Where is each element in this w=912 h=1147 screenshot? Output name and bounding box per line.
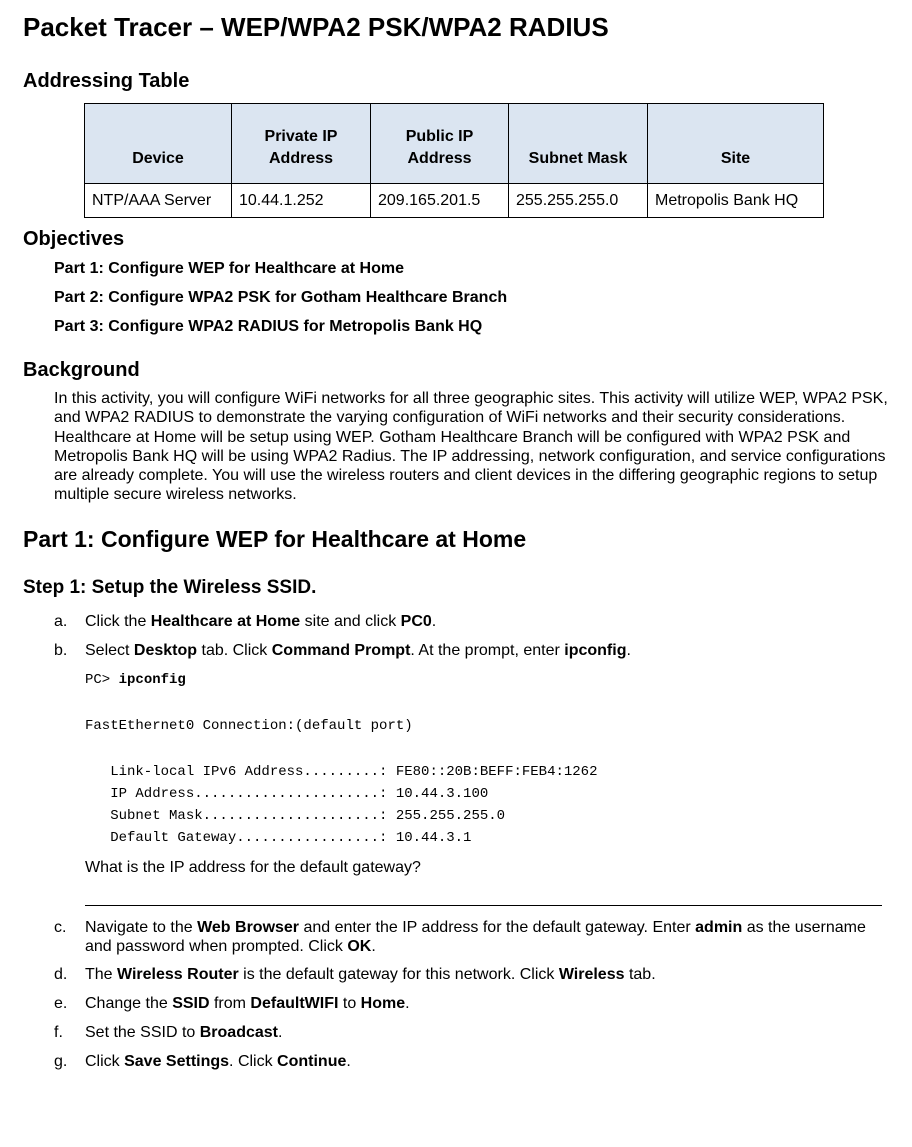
- step-bold: Wireless: [558, 966, 625, 983]
- step-bold: Healthcare at Home: [150, 613, 301, 630]
- step-label: e.: [54, 995, 68, 1012]
- step-label: b.: [54, 642, 68, 659]
- cli-prompt: PC>: [85, 672, 119, 688]
- step-text: as the username and password when prompted. Click: [85, 919, 866, 955]
- step-g: [54, 1053, 351, 1071]
- step-bold: Desktop: [133, 642, 198, 659]
- step-f: [54, 1024, 282, 1042]
- step-bold: PC0: [400, 613, 432, 630]
- cell-subnet-mask: 255.255.255.0: [509, 184, 648, 218]
- objective-item: Part 3: Configure WPA2 RADIUS for Metropolis Bank HQ: [54, 318, 483, 335]
- step-text: .: [346, 1053, 351, 1070]
- cli-command-line: [85, 672, 186, 688]
- cell-public-ip: 209.165.201.5: [371, 184, 509, 218]
- answer-line: [85, 905, 882, 906]
- cli-output-line: IP Address......................: 10.44.3.100: [85, 786, 489, 802]
- step-label: g.: [54, 1053, 68, 1070]
- step-bold: ipconfig: [564, 642, 627, 659]
- header-public-ip: Public IP Address: [371, 104, 509, 184]
- cli-command: ipconfig: [118, 672, 186, 688]
- step-text: The: [85, 966, 118, 983]
- step-c: [54, 918, 892, 956]
- step-text: . At the prompt, enter: [410, 642, 565, 659]
- header-device: Device: [85, 104, 232, 184]
- step-text: tab. Click: [197, 642, 272, 659]
- objective-item: Part 1: Configure WEP for Healthcare at Home: [54, 260, 404, 277]
- step-text: Select: [85, 642, 134, 659]
- step-text: is the default gateway for this network. Click: [238, 966, 559, 983]
- step-text: Click: [85, 1053, 125, 1070]
- table-row: [85, 184, 824, 218]
- part1-heading: Part 1: Configure WEP for Healthcare at Home: [23, 526, 527, 552]
- step1-heading: Step 1: Setup the Wireless SSID.: [23, 577, 317, 598]
- step-bold: Web Browser: [197, 919, 300, 936]
- background-heading: Background: [23, 359, 140, 381]
- step-text: Click the: [85, 613, 151, 630]
- step-bold: Continue: [277, 1053, 347, 1070]
- step-bold: Save Settings: [124, 1053, 230, 1070]
- document-title: Packet Tracer – WEP/WPA2 PSK/WPA2 RADIUS: [23, 12, 609, 42]
- step-a: [54, 613, 436, 631]
- step-e: [54, 995, 410, 1013]
- cell-device: NTP/AAA Server: [85, 184, 232, 218]
- step-text: to: [338, 995, 361, 1012]
- step-bold: OK: [347, 938, 372, 955]
- step-text: Set the SSID to: [85, 1024, 200, 1041]
- step-d: [54, 966, 656, 984]
- step-text: .: [405, 995, 410, 1012]
- cli-connection-line: FastEthernet0 Connection:(default port): [85, 718, 413, 734]
- step-label: f.: [54, 1024, 63, 1041]
- step-text: .: [626, 642, 631, 659]
- step-bold: Command Prompt: [271, 642, 411, 659]
- cell-private-ip: 10.44.1.252: [232, 184, 371, 218]
- step-label: d.: [54, 966, 68, 983]
- step-text: Change the: [85, 995, 173, 1012]
- step-text: tab.: [624, 966, 656, 983]
- addressing-table: [84, 103, 824, 218]
- table-header-row: [85, 104, 824, 184]
- step-bold: Broadcast: [199, 1024, 278, 1041]
- header-subnet-mask: Subnet Mask: [509, 104, 648, 184]
- cli-output-line: Subnet Mask.....................: 255.255.255.0: [85, 808, 506, 824]
- step-text: .: [431, 613, 437, 630]
- step-bold: Wireless Router: [117, 966, 239, 983]
- background-paragraph: In this activity, you will configure WiFi networks for all three geographic sites. This activity will utilize WEP, WPA2 PSK, and WPA2 RADIUS to demonstrate the varying configuration of WiFi networks and their security considerations. Healthcare at Home will be setup using WEP. Gotham Healthcare Branch will be configured with WPA2 PSK and Metropolis Bank HQ will be using WPA2 Radius. The IP addressing, network configuration, and service configurations are already complete. You will use the wireless routers and client devices in the differing geographic regions to setup multiple secure wireless networks.: [54, 390, 888, 504]
- cell-site: Metropolis Bank HQ: [648, 184, 824, 218]
- step-label: c.: [54, 919, 67, 936]
- header-private-ip: Private IP Address: [232, 104, 371, 184]
- step-bold: admin: [695, 919, 743, 936]
- step-text: .: [371, 938, 376, 955]
- step-text: and enter the IP address for the default gateway. Enter: [299, 919, 696, 936]
- step-bold: Home: [360, 995, 406, 1012]
- header-site: Site: [648, 104, 824, 184]
- step-b: [54, 642, 631, 660]
- question-text: What is the IP address for the default gateway?: [85, 859, 421, 876]
- step-bold: DefaultWIFI: [250, 995, 339, 1012]
- step-text: Navigate to the: [85, 919, 198, 936]
- cli-output-line: Link-local IPv6 Address.........: FE80::20B:BEFF:FEB4:1262: [85, 764, 598, 780]
- step-content: [85, 918, 892, 956]
- step-label: a.: [54, 613, 68, 630]
- cli-output-line: Default Gateway.................: 10.44.3.1: [85, 830, 472, 846]
- step-text: . Click: [229, 1053, 278, 1070]
- step-text: from: [209, 995, 251, 1012]
- step-bold: SSID: [172, 995, 210, 1012]
- objective-item: Part 2: Configure WPA2 PSK for Gotham Healthcare Branch: [54, 289, 508, 306]
- addressing-table-heading: Addressing Table: [23, 70, 190, 92]
- step-text: site and click: [300, 613, 401, 630]
- step-text: .: [277, 1024, 283, 1041]
- objectives-heading: Objectives: [23, 228, 125, 250]
